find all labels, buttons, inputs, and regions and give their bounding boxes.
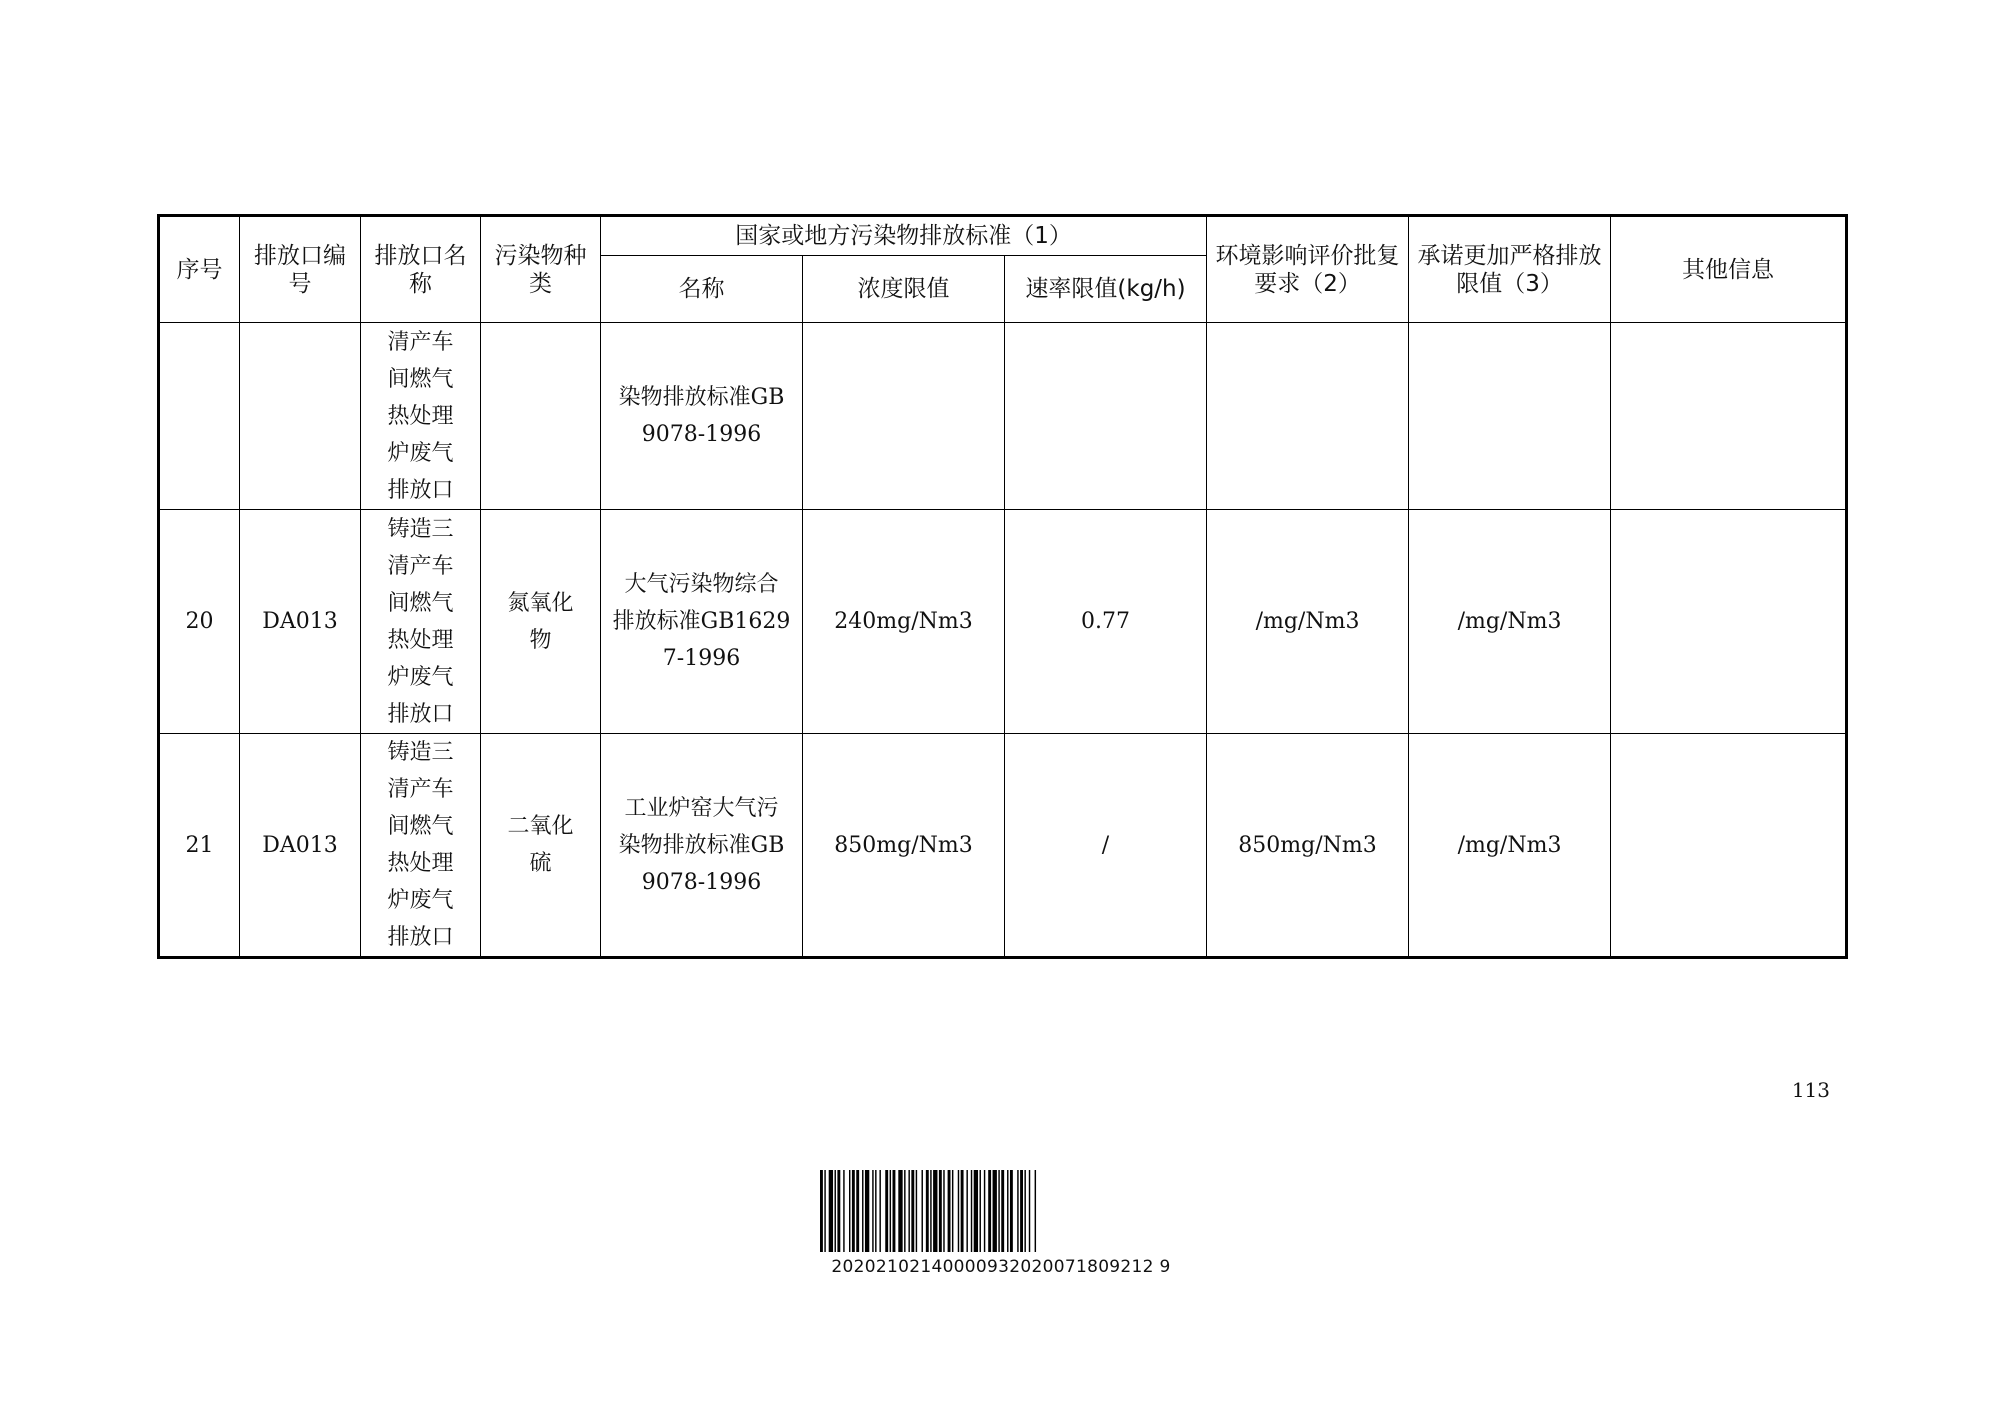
cell-std-name: 染物排放标准GB 9078-1996 — [601, 323, 803, 510]
emission-standards-table — [157, 214, 1848, 959]
cell-pollutant: 二氧化 硫 — [481, 734, 601, 958]
cell-std-conc: 850mg/Nm3 — [803, 734, 1005, 958]
header-seq: 序号 — [159, 216, 240, 323]
cell-outlet-name: 铸造三 清产车 间燃气 热处理 炉废气 排放口 — [361, 734, 481, 958]
cell-std-name: 工业炉窑大气污 染物排放标准GB 9078-1996 — [601, 734, 803, 958]
header-standard-group: 国家或地方污染物排放标准（1） — [601, 216, 1207, 256]
header-pollutant: 污染物种 类 — [481, 216, 601, 323]
cell-std-name: 大气污染物综合 排放标准GB1629 7-1996 — [601, 510, 803, 734]
barcode-icon — [820, 1170, 1182, 1252]
cell-std-rate: 0.77 — [1005, 510, 1207, 734]
header-std-rate: 速率限值(kg/h) — [1005, 256, 1207, 323]
cell-stricter: /mg/Nm3 — [1409, 510, 1611, 734]
cell-std-conc — [803, 323, 1005, 510]
table-row — [159, 323, 1847, 510]
header-outlet-no: 排放口编 号 — [240, 216, 361, 323]
cell-outlet-name: 清产车 间燃气 热处理 炉废气 排放口 — [361, 323, 481, 510]
header-eia: 环境影响评价批复 要求（2） — [1207, 216, 1409, 323]
cell-std-rate — [1005, 323, 1207, 510]
header-std-conc: 浓度限值 — [803, 256, 1005, 323]
cell-std-conc: 240mg/Nm3 — [803, 510, 1005, 734]
cell-other — [1611, 734, 1847, 958]
cell-pollutant: 氮氧化 物 — [481, 510, 601, 734]
cell-pollutant — [481, 323, 601, 510]
cell-stricter: /mg/Nm3 — [1409, 734, 1611, 958]
cell-outlet-no: DA013 — [240, 734, 361, 958]
header-outlet-name: 排放口名 称 — [361, 216, 481, 323]
header-stricter: 承诺更加严格排放 限值（3） — [1409, 216, 1611, 323]
barcode-number: 20202102140000932020071809212 9 — [831, 1257, 1171, 1277]
cell-eia: /mg/Nm3 — [1207, 510, 1409, 734]
table-row — [159, 734, 1847, 958]
cell-seq — [159, 323, 240, 510]
cell-seq: 20 — [159, 510, 240, 734]
cell-outlet-name: 铸造三 清产车 间燃气 热处理 炉废气 排放口 — [361, 510, 481, 734]
cell-other — [1611, 510, 1847, 734]
header-other: 其他信息 — [1611, 216, 1847, 323]
cell-seq: 21 — [159, 734, 240, 958]
cell-outlet-no: DA013 — [240, 510, 361, 734]
cell-std-rate: / — [1005, 734, 1207, 958]
cell-other — [1611, 323, 1847, 510]
cell-eia: 850mg/Nm3 — [1207, 734, 1409, 958]
page-number: 113 — [1791, 1078, 1830, 1102]
cell-stricter — [1409, 323, 1611, 510]
cell-eia — [1207, 323, 1409, 510]
table-row — [159, 510, 1847, 734]
cell-outlet-no — [240, 323, 361, 510]
header-std-name: 名称 — [601, 256, 803, 323]
